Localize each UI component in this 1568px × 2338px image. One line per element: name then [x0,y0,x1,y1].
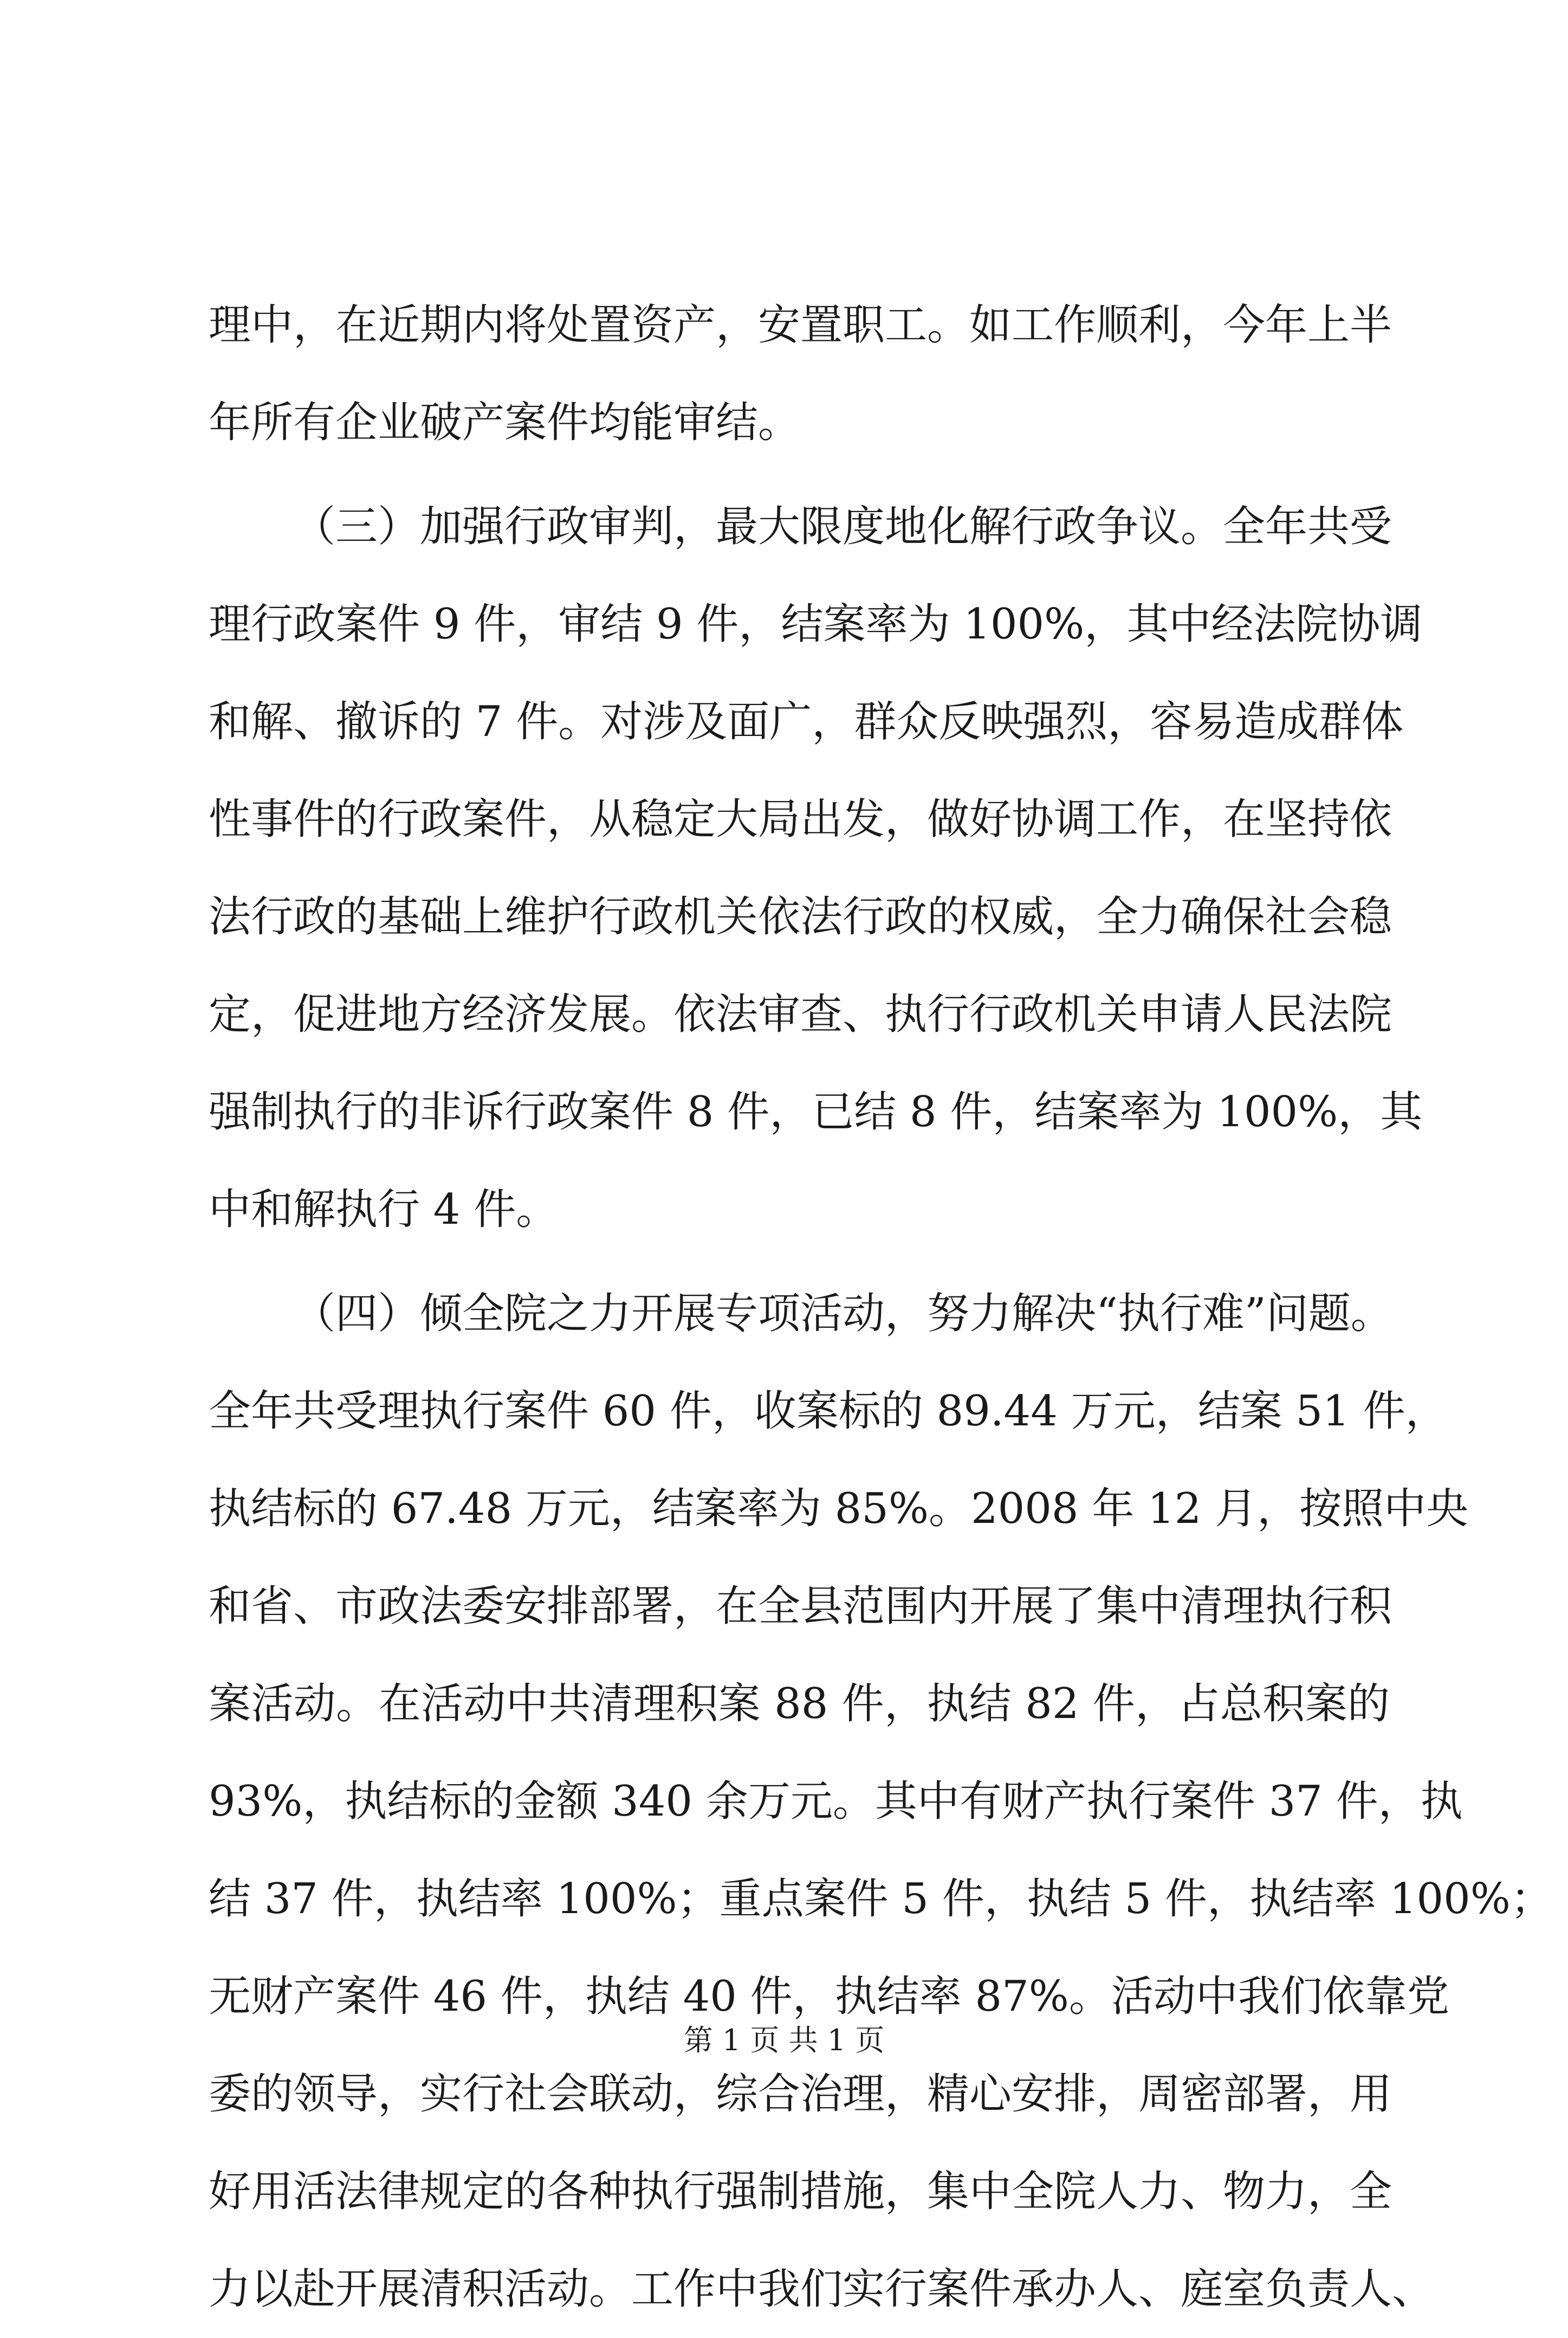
paragraph [209,276,1390,472]
text-line: 性事件的行政案件，从稳定大局出发，做好协调工作，在坚持依 [209,795,1392,844]
text-line: 年所有企业破产案件均能审结。 [209,398,801,447]
text-line: 全年共受理执行案件 60 件，收案标的 89.44 万元，结案 51 件， [209,1387,1448,1436]
text-line: 理行政案件 9 件，审结 9 件，结案率为 100%，其中经法院协调 [209,600,1423,649]
text-line: 和省、市政法委安排部署，在全县范围内开展了集中清理执行积 [209,1582,1392,1631]
text-line: 中和解执行 4 件。 [209,1185,559,1234]
text-line: 定，促进地方经济发展。依法审查、执行行政机关申请人民法院 [209,990,1392,1039]
paragraph [209,1265,1553,2338]
text-line: 强制执行的非诉行政案件 8 件，已结 8 件，结案率为 100%，其 [209,1088,1423,1136]
text-line: 93%，执结标的金额 340 余万元。其中有财产执行案件 37 件，执 [209,1777,1463,1826]
text-line: 委的领导，实行社会联动，综合治理，精心安排，周密部署，用 [209,2070,1392,2119]
text-line: （三）加强行政审判，最大限度地化解行政争议。全年共受 [293,502,1392,551]
page-number: 第 1 页 共 1 页 [683,2023,885,2057]
text-line: 无财产案件 46 件，执结 40 件，执结率 87%。活动中我们依靠党 [209,1972,1449,2021]
text-line: （四）倾全院之力开展专项活动，努力解决“执行难”问题。 [293,1289,1393,1338]
text-line: 理中，在近期内将处置资产，安置职工。如工作顺利，今年上半 [209,301,1392,350]
text-line: 和解、撤诉的 7 件。对涉及面广，群众反映强烈，容易造成群体 [209,697,1404,746]
text-line: 结 37 件，执结率 100%；重点案件 5 件，执结 5 件，执结率 100%； [209,1875,1553,1923]
text-line: 法行政的基础上维护行政机关依法行政的权威，全力确保社会稳 [209,893,1392,941]
text-line: 力以赴开展清积活动。工作中我们实行案件承办人、庭室负责人、 [209,2265,1435,2314]
text-line: 案活动。在活动中共清理积案 88 件，执结 82 件，占总积案的 [209,1680,1390,1728]
text-line: 好用活法律规定的各种执行强制措施，集中全院人力、物力，全 [209,2167,1392,2216]
text-line: 执结标的 67.48 万元，结案率为 85%。2008 年 12 月，按照中央 [209,1484,1469,1533]
paragraph [209,478,1423,1258]
page-footer [0,2019,1568,2062]
